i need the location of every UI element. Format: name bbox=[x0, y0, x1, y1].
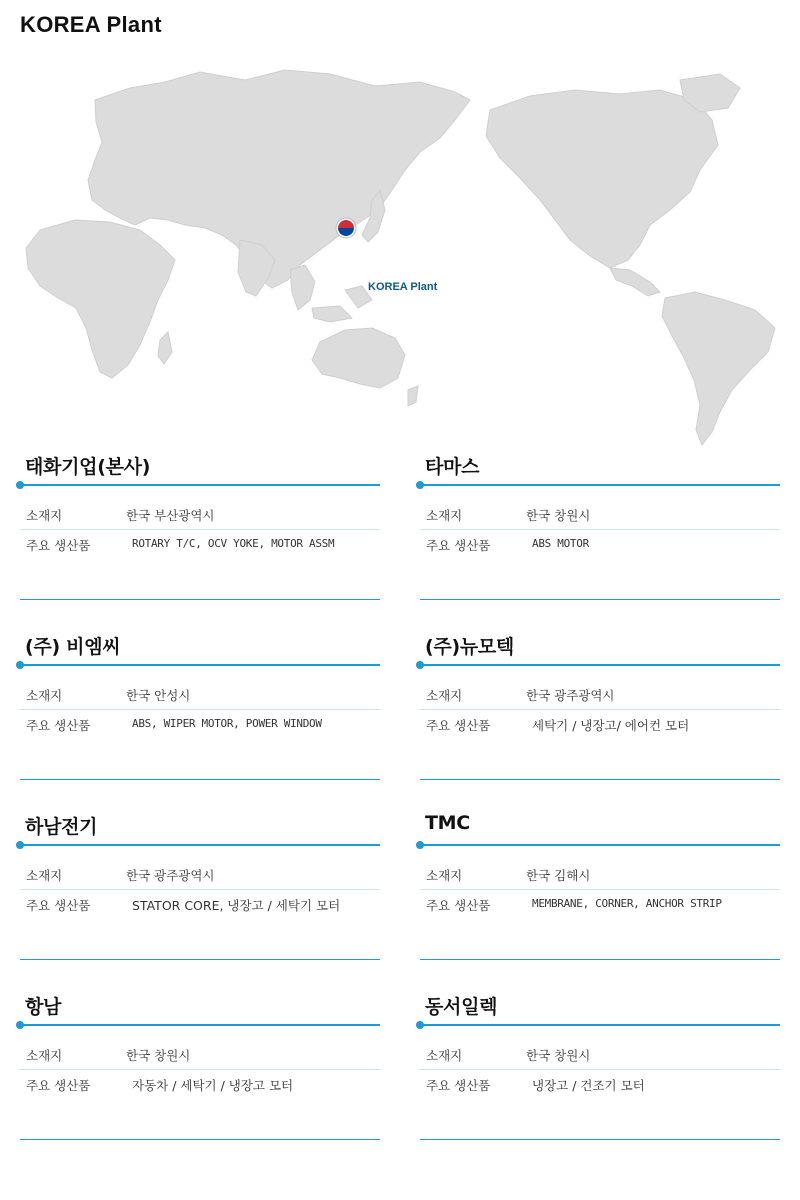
location-label: 소재지 bbox=[426, 508, 463, 523]
title-underline bbox=[20, 664, 380, 666]
title-underline bbox=[420, 1024, 780, 1026]
products-value: ROTARY T/C, OCV YOKE, MOTOR ASSM bbox=[132, 537, 335, 550]
location-row bbox=[20, 500, 380, 530]
products-value: ABS MOTOR bbox=[532, 537, 589, 550]
card-divider bbox=[20, 599, 380, 600]
marker-label: KOREA Plant bbox=[368, 281, 438, 293]
title-underline bbox=[20, 484, 380, 486]
plant-name: 하남전기 bbox=[25, 816, 98, 838]
plant-card bbox=[420, 992, 780, 1172]
title-bullet bbox=[416, 481, 424, 489]
title-bullet bbox=[416, 661, 424, 669]
products-label: 주요 생산품 bbox=[26, 1078, 91, 1093]
products-label: 주요 생산품 bbox=[26, 718, 91, 733]
location-row bbox=[20, 1040, 380, 1070]
location-label: 소재지 bbox=[426, 688, 463, 703]
title-bullet bbox=[416, 1021, 424, 1029]
location-row bbox=[420, 860, 780, 890]
plant-name: TMC bbox=[425, 812, 470, 834]
products-row bbox=[420, 1070, 780, 1099]
products-value: 세탁기 / 냉장고/ 에어컨 모터 bbox=[532, 718, 690, 733]
location-row bbox=[20, 680, 380, 710]
location-value: 한국 창원시 bbox=[126, 1048, 191, 1063]
products-row bbox=[420, 890, 780, 919]
products-value: 냉장고 / 건조기 모터 bbox=[532, 1078, 645, 1093]
products-label: 주요 생산품 bbox=[426, 718, 491, 733]
products-label: 주요 생산품 bbox=[426, 538, 491, 553]
title-underline bbox=[20, 844, 380, 846]
location-row bbox=[420, 1040, 780, 1070]
location-value: 한국 부산광역시 bbox=[126, 508, 215, 523]
products-row bbox=[20, 1070, 380, 1099]
plant-name: (주)뉴모텍 bbox=[425, 636, 514, 658]
plant-name: (주) 비엠씨 bbox=[25, 636, 121, 658]
location-row bbox=[20, 860, 380, 890]
card-divider bbox=[420, 959, 780, 960]
location-label: 소재지 bbox=[26, 508, 63, 523]
plant-card bbox=[20, 812, 380, 992]
title-bullet bbox=[16, 1021, 24, 1029]
title-bullet bbox=[16, 481, 24, 489]
products-row bbox=[420, 530, 780, 559]
plant-list bbox=[20, 452, 780, 1172]
products-label: 주요 생산품 bbox=[26, 898, 91, 913]
products-row bbox=[20, 890, 380, 919]
products-label: 주요 생산품 bbox=[426, 1078, 491, 1093]
location-label: 소재지 bbox=[426, 868, 463, 883]
location-label: 소재지 bbox=[26, 688, 63, 703]
products-value: ABS, WIPER MOTOR, POWER WINDOW bbox=[132, 717, 322, 730]
plant-card bbox=[420, 632, 780, 812]
plant-card bbox=[420, 452, 780, 632]
location-label: 소재지 bbox=[26, 1048, 63, 1063]
products-row bbox=[420, 710, 780, 739]
plant-card bbox=[20, 452, 380, 632]
products-value: 자동차 / 세탁기 / 냉장고 모터 bbox=[132, 1078, 294, 1093]
title-underline bbox=[420, 664, 780, 666]
products-row bbox=[20, 710, 380, 739]
location-value: 한국 광주광역시 bbox=[126, 868, 215, 883]
plant-card bbox=[20, 632, 380, 812]
page-title: KOREA Plant bbox=[20, 12, 162, 37]
card-divider bbox=[20, 779, 380, 780]
plant-name: 태화기업(본사) bbox=[25, 456, 151, 478]
world-map bbox=[0, 60, 800, 455]
plant-card bbox=[20, 992, 380, 1172]
title-underline bbox=[20, 1024, 380, 1026]
products-value: MEMBRANE, CORNER, ANCHOR STRIP bbox=[532, 897, 722, 910]
card-divider bbox=[420, 599, 780, 600]
card-divider bbox=[20, 1139, 380, 1140]
card-divider bbox=[420, 779, 780, 780]
products-label: 주요 생산품 bbox=[426, 898, 491, 913]
location-value: 한국 창원시 bbox=[526, 508, 591, 523]
location-row bbox=[420, 500, 780, 530]
location-label: 소재지 bbox=[426, 1048, 463, 1063]
plant-card bbox=[420, 812, 780, 992]
location-value: 한국 안성시 bbox=[126, 688, 191, 703]
products-value: STATOR CORE, 냉장고 / 세탁기 모터 bbox=[132, 898, 341, 913]
title-bullet bbox=[16, 841, 24, 849]
plant-name: 타마스 bbox=[425, 456, 480, 478]
location-row bbox=[420, 680, 780, 710]
products-label: 주요 생산품 bbox=[26, 538, 91, 553]
plant-name: 항남 bbox=[25, 996, 62, 1018]
title-bullet bbox=[416, 841, 424, 849]
plant-name: 동서일렉 bbox=[425, 996, 498, 1018]
location-label: 소재지 bbox=[26, 868, 63, 883]
card-divider bbox=[420, 1139, 780, 1140]
title-underline bbox=[420, 484, 780, 486]
title-bullet bbox=[16, 661, 24, 669]
korea-flag-icon bbox=[336, 218, 356, 238]
title-underline bbox=[420, 844, 780, 846]
products-row bbox=[20, 530, 380, 559]
location-value: 한국 김해시 bbox=[526, 868, 591, 883]
location-value: 한국 창원시 bbox=[526, 1048, 591, 1063]
card-divider bbox=[20, 959, 380, 960]
location-value: 한국 광주광역시 bbox=[526, 688, 615, 703]
